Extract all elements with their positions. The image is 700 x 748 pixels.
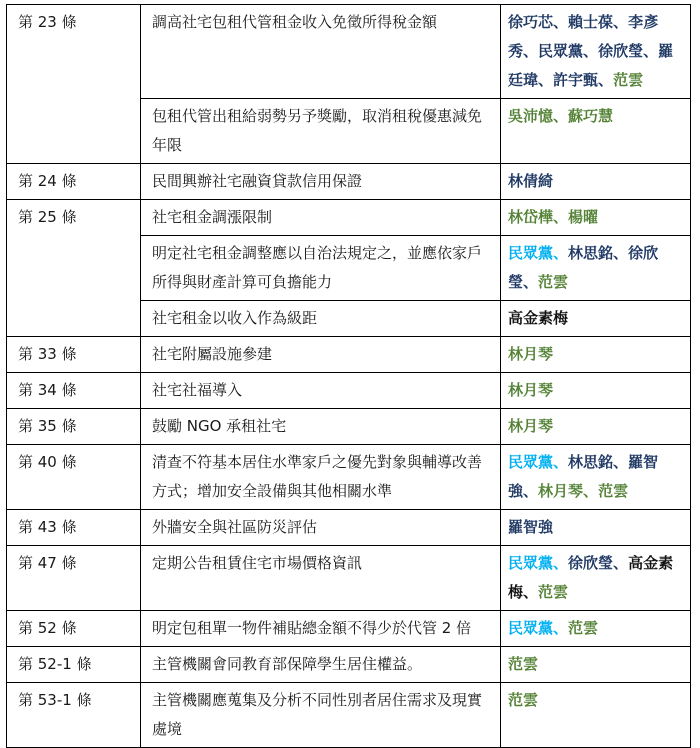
article-cell: 第 35 條 [7, 409, 141, 445]
proposer-separator: 、 [553, 208, 569, 226]
content-cell: 鼓勵 NGO 承租社宅 [141, 409, 501, 445]
proposer-name: 林月琴 [508, 345, 554, 363]
content-cell: 包租代管出租給弱勢另予獎勵，取消租稅優惠減免年限 [141, 99, 501, 164]
proposer-name: 范雲 [613, 71, 644, 89]
table-row [7, 337, 691, 373]
proposers-cell [501, 164, 691, 200]
proposer-name: 林岱樺 [508, 208, 554, 226]
proposers-cell [501, 301, 691, 337]
proposer-name: 徐欣瑩 [508, 244, 659, 291]
table-row [7, 445, 691, 510]
proposer-name: 許宇甄 [553, 71, 599, 89]
proposer-name: 范雲 [598, 482, 629, 500]
proposer-name: 民眾黨 [508, 554, 554, 572]
article-cell: 第 52-1 條 [7, 647, 141, 683]
article-cell: 第 47 條 [7, 546, 141, 611]
content-cell: 明定社宅租金調整應以自治法規定之，並應依家戶所得與財產計算可負擔能力 [141, 236, 501, 301]
content-cell: 社宅附屬設施參建 [141, 337, 501, 373]
proposers-cell [501, 546, 691, 611]
content-cell: 主管機關應蒐集及分析不同性別者居住需求及現實處境 [141, 683, 501, 748]
proposer-separator: 、 [523, 482, 539, 500]
proposer-separator: 、 [553, 619, 569, 637]
proposers-cell [501, 200, 691, 236]
proposer-name: 李彥秀 [508, 13, 659, 60]
table-row [7, 373, 691, 409]
proposers-cell [501, 373, 691, 409]
proposer-name: 林月琴 [538, 482, 584, 500]
proposer-name: 吳沛憶 [508, 107, 554, 125]
table-row [7, 409, 691, 445]
article-cell: 第 40 條 [7, 445, 141, 510]
proposer-name: 林思銘 [568, 453, 614, 471]
proposer-name: 林月琴 [508, 417, 554, 435]
content-cell: 明定包租單一物件補貼總金額不得少於代管 2 倍 [141, 611, 501, 647]
proposers-cell [501, 683, 691, 748]
proposers-cell [501, 611, 691, 647]
proposer-separator: 、 [538, 71, 554, 89]
proposer-separator: 、 [523, 273, 539, 291]
proposer-separator: 、 [613, 13, 629, 31]
proposer-name: 高金素梅 [508, 554, 674, 601]
proposer-name: 范雲 [508, 655, 539, 673]
table-row [7, 510, 691, 546]
table-row [7, 546, 691, 611]
proposers-cell [501, 99, 691, 164]
article-cell: 第 24 條 [7, 164, 141, 200]
proposers-cell [501, 647, 691, 683]
content-cell: 社宅社福導入 [141, 373, 501, 409]
content-cell: 社宅租金以收入作為級距 [141, 301, 501, 337]
proposer-separator: 、 [613, 244, 629, 262]
content-cell: 主管機關會同教育部保障學生居住權益。 [141, 647, 501, 683]
content-cell: 定期公告租賃住宅市場價格資訊 [141, 546, 501, 611]
proposer-name: 民眾黨 [508, 453, 554, 471]
content-cell: 調高社宅包租代管租金收入免徵所得稅金額 [141, 5, 501, 99]
proposer-separator: 、 [583, 42, 599, 60]
proposer-name: 林倩綺 [508, 172, 554, 190]
proposer-name: 楊曜 [568, 208, 599, 226]
article-cell: 第 34 條 [7, 373, 141, 409]
proposers-cell [501, 409, 691, 445]
table-row [7, 5, 691, 99]
proposer-name: 民眾黨 [508, 619, 554, 637]
proposer-name: 徐欣瑩 [598, 42, 644, 60]
proposer-separator: 、 [643, 42, 659, 60]
table-row [7, 164, 691, 200]
proposer-separator: 、 [523, 583, 539, 601]
proposer-name: 蘇巧慧 [568, 107, 614, 125]
table-row [7, 647, 691, 683]
content-cell: 社宅租金調漲限制 [141, 200, 501, 236]
proposer-name: 賴士葆 [568, 13, 614, 31]
proposer-separator: 、 [553, 244, 569, 262]
proposer-name: 范雲 [568, 619, 599, 637]
proposer-name: 徐欣瑩 [568, 554, 614, 572]
content-cell: 民間興辦社宅融資貸款信用保證 [141, 164, 501, 200]
proposer-separator: 、 [553, 453, 569, 471]
proposers-cell [501, 510, 691, 546]
amendment-table-body [7, 5, 691, 748]
proposer-name: 民眾黨 [508, 244, 554, 262]
article-cell: 第 43 條 [7, 510, 141, 546]
proposer-name: 羅智強 [508, 518, 554, 536]
proposers-cell [501, 337, 691, 373]
content-cell: 外牆安全與社區防災評估 [141, 510, 501, 546]
proposer-separator: 、 [583, 482, 599, 500]
proposers-cell [501, 445, 691, 510]
proposer-name: 范雲 [538, 583, 569, 601]
proposer-name: 林月琴 [508, 381, 554, 399]
proposers-cell [501, 5, 691, 99]
article-cell: 第 23 條 [7, 5, 141, 164]
proposer-name: 民眾黨 [538, 42, 584, 60]
table-row [7, 683, 691, 748]
proposer-name: 高金素梅 [508, 309, 569, 327]
proposer-name: 羅智強 [508, 453, 659, 500]
proposer-separator: 、 [553, 554, 569, 572]
proposer-name: 林思銘 [568, 244, 614, 262]
proposer-name: 羅廷瑋 [508, 42, 674, 89]
article-cell: 第 53-1 條 [7, 683, 141, 748]
proposer-name: 徐巧芯 [508, 13, 554, 31]
proposer-name: 范雲 [538, 273, 569, 291]
table-row [7, 611, 691, 647]
proposer-separator: 、 [553, 13, 569, 31]
content-cell: 清查不符基本居住水準家戶之優先對象與輔導改善方式；增加安全設備與其他相關水準 [141, 445, 501, 510]
amendment-table [6, 4, 691, 748]
proposer-separator: 、 [613, 453, 629, 471]
table-row [7, 200, 691, 236]
proposer-separator: 、 [553, 107, 569, 125]
article-cell: 第 52 條 [7, 611, 141, 647]
proposer-separator: 、 [523, 42, 539, 60]
proposer-separator: 、 [598, 71, 614, 89]
article-cell: 第 25 條 [7, 200, 141, 337]
proposer-name: 范雲 [508, 691, 539, 709]
proposers-cell [501, 236, 691, 301]
proposer-separator: 、 [613, 554, 629, 572]
article-cell: 第 33 條 [7, 337, 141, 373]
